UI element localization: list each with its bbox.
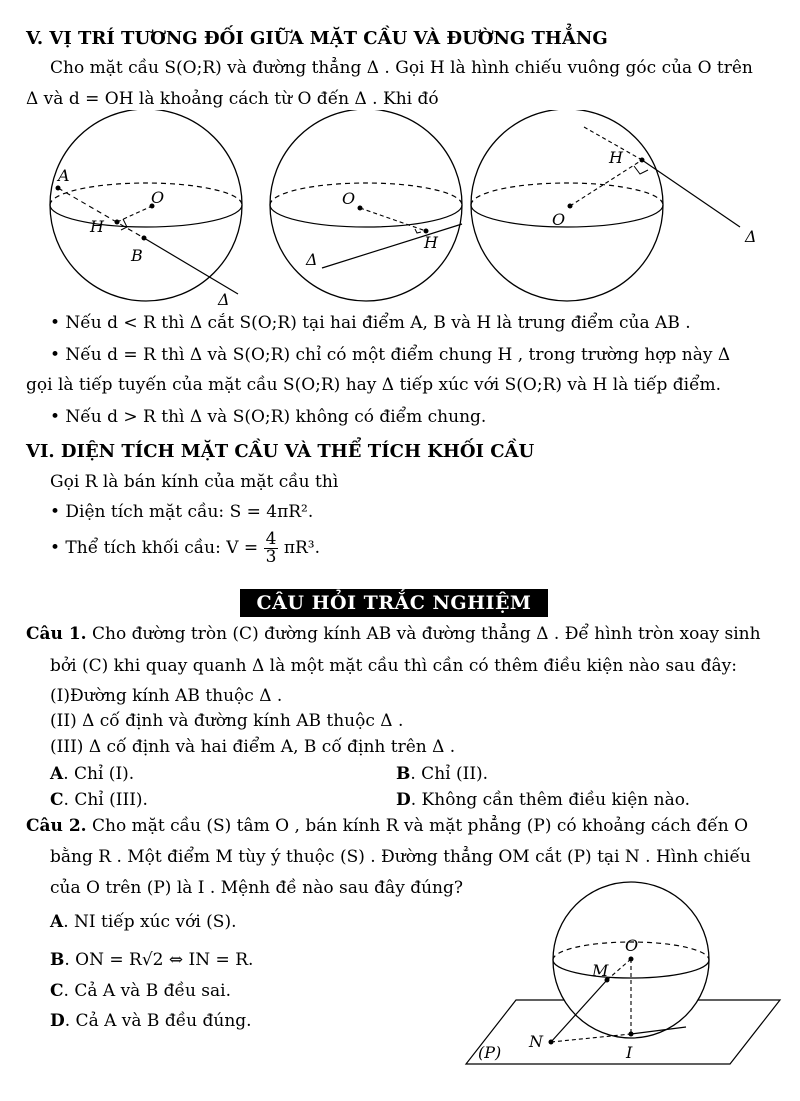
section5-intro-line2: Δ và d = OH là khoảng cách từ O đến Δ . Khi đó <box>26 89 439 109</box>
option-d-text: . Không cần thêm điều kiện nào. <box>410 790 691 810</box>
q2-option-b-label: B <box>50 950 65 970</box>
question-2-option-c[interactable] <box>50 981 231 1001</box>
question-2-line3: của O trên (P) là I . Mệnh đề nào sau đây đúng? <box>50 878 463 898</box>
sphere-figure-secant <box>50 110 242 309</box>
label-H: H <box>90 217 104 236</box>
question-2-line1 <box>26 816 748 836</box>
q2-option-a-label: A <box>50 912 64 932</box>
case-tangent-line1: • Nếu d = R thì Δ và S(O;R) chỉ có một điểm chung H , trong trường hợp này Δ <box>50 345 731 365</box>
label-H-3: H <box>609 148 623 167</box>
sphere-figure-disjoint <box>471 110 757 301</box>
section5-intro-line1: Cho mặt cầu S(O;R) và đường thẳng Δ . Gọi H là hình chiếu vuông góc của O trên <box>50 58 753 78</box>
q2-option-b-text: . ON = R√2 ⇔ IN = R. <box>64 950 254 970</box>
sphere-line-figures <box>0 110 800 310</box>
volume-fraction <box>264 531 279 566</box>
sphere-plane-figure <box>460 880 790 1070</box>
question-2-option-b[interactable] <box>50 950 253 970</box>
question-1-line2: bởi (C) khi quay quanh Δ là một mặt cầu thì cần có thêm điều kiện nào sau đây: <box>50 656 737 676</box>
volume-prefix: • Thể tích khối cầu: V = <box>50 538 259 558</box>
label-O: O <box>151 188 165 207</box>
option-a-text: . Chỉ (I). <box>63 764 135 784</box>
label-delta-2: Δ <box>306 250 318 269</box>
volume-suffix: πR³. <box>283 538 321 558</box>
sphere-volume-formula <box>50 531 320 566</box>
label-A: A <box>58 166 70 185</box>
question-2-option-a[interactable] <box>50 912 236 932</box>
question-1-label: Câu 1. <box>26 624 87 644</box>
section6-heading: VI. DIỆN TÍCH MẶT CẦU VÀ THỂ TÍCH KHỐI CẦU <box>26 441 535 462</box>
case-secant: • Nếu d < R thì Δ cắt S(O;R) tại hai điểm A, B và H là trung điểm của AB . <box>50 313 691 333</box>
q2-option-c-label: C <box>50 981 64 1001</box>
section6-intro: Gọi R là bán kính của mặt cầu thì <box>50 472 339 492</box>
label-O-3: O <box>552 210 566 229</box>
label-O-2: O <box>342 189 356 208</box>
label-O-q2: O <box>625 936 639 955</box>
case-disjoint: • Nếu d > R thì Δ và S(O;R) không có điểm chung. <box>50 407 487 427</box>
option-d-label: D <box>396 790 411 810</box>
label-delta-3: Δ <box>745 227 757 246</box>
option-a-label: A <box>50 764 64 784</box>
q2-option-a-text: . NI tiếp xúc với (S). <box>63 912 237 932</box>
question-1-line1 <box>26 624 761 644</box>
case-tangent-line2: gọi là tiếp tuyến của mặt cầu S(O;R) hay Δ tiếp xúc với S(O;R) và H là tiếp điểm. <box>26 375 722 395</box>
label-plane-P: (P) <box>478 1043 502 1062</box>
q2-option-d-text: . Cả A và B đều đúng. <box>64 1011 252 1031</box>
label-H-2: H <box>424 233 438 252</box>
sphere-figure-tangent <box>270 110 462 301</box>
question-2-line2: bằng R . Một điểm M tùy ý thuộc (S) . Đường thẳng OM cắt (P) tại N . Hình chiếu <box>50 847 751 867</box>
label-delta-1: Δ <box>218 290 230 309</box>
question-1-text-1: Cho đường tròn (C) đường kính AB và đường thẳng Δ . Để hình tròn xoay sinh <box>91 624 761 644</box>
question-1-option-b[interactable] <box>396 764 488 784</box>
q2-option-d-label: D <box>50 1011 65 1031</box>
option-b-text: . Chỉ (II). <box>410 764 489 784</box>
option-b-label: B <box>396 764 411 784</box>
option-c-text: . Chỉ (III). <box>63 790 148 810</box>
question-1-option-d[interactable] <box>396 790 690 810</box>
label-N: N <box>529 1032 543 1051</box>
option-c-label: C <box>50 790 64 810</box>
label-M: M <box>592 961 609 980</box>
question-2-option-d[interactable] <box>50 1011 252 1031</box>
question-1-condition-2: (II) Δ cố định và đường kính AB thuộc Δ . <box>50 711 404 731</box>
question-1-option-c[interactable] <box>50 790 148 810</box>
question-2-text-1: Cho mặt cầu (S) tâm O , bán kính R và mặt phẳng (P) có khoảng cách đến O <box>91 816 749 836</box>
label-I: I <box>626 1043 633 1062</box>
q2-option-c-text: . Cả A và B đều sai. <box>63 981 231 1001</box>
question-1-option-a[interactable] <box>50 764 134 784</box>
question-2-label: Câu 2. <box>26 816 87 836</box>
section5-heading: V. VỊ TRÍ TƯƠNG ĐỐI GIỮA MẶT CẦU VÀ ĐƯỜNG THẲNG <box>26 28 608 49</box>
volume-numerator: 4 <box>265 529 277 549</box>
question-1-condition-1: (I)Đường kính AB thuộc Δ . <box>50 686 283 706</box>
label-B: B <box>131 246 143 265</box>
sphere-area-formula: • Diện tích mặt cầu: S = 4πR². <box>50 502 314 522</box>
quiz-banner: CÂU HỎI TRẮC NGHIỆM <box>240 589 548 617</box>
volume-denominator: 3 <box>265 547 277 567</box>
question-1-condition-3: (III) Δ cố định và hai điểm A, B cố định trên Δ . <box>50 737 456 757</box>
